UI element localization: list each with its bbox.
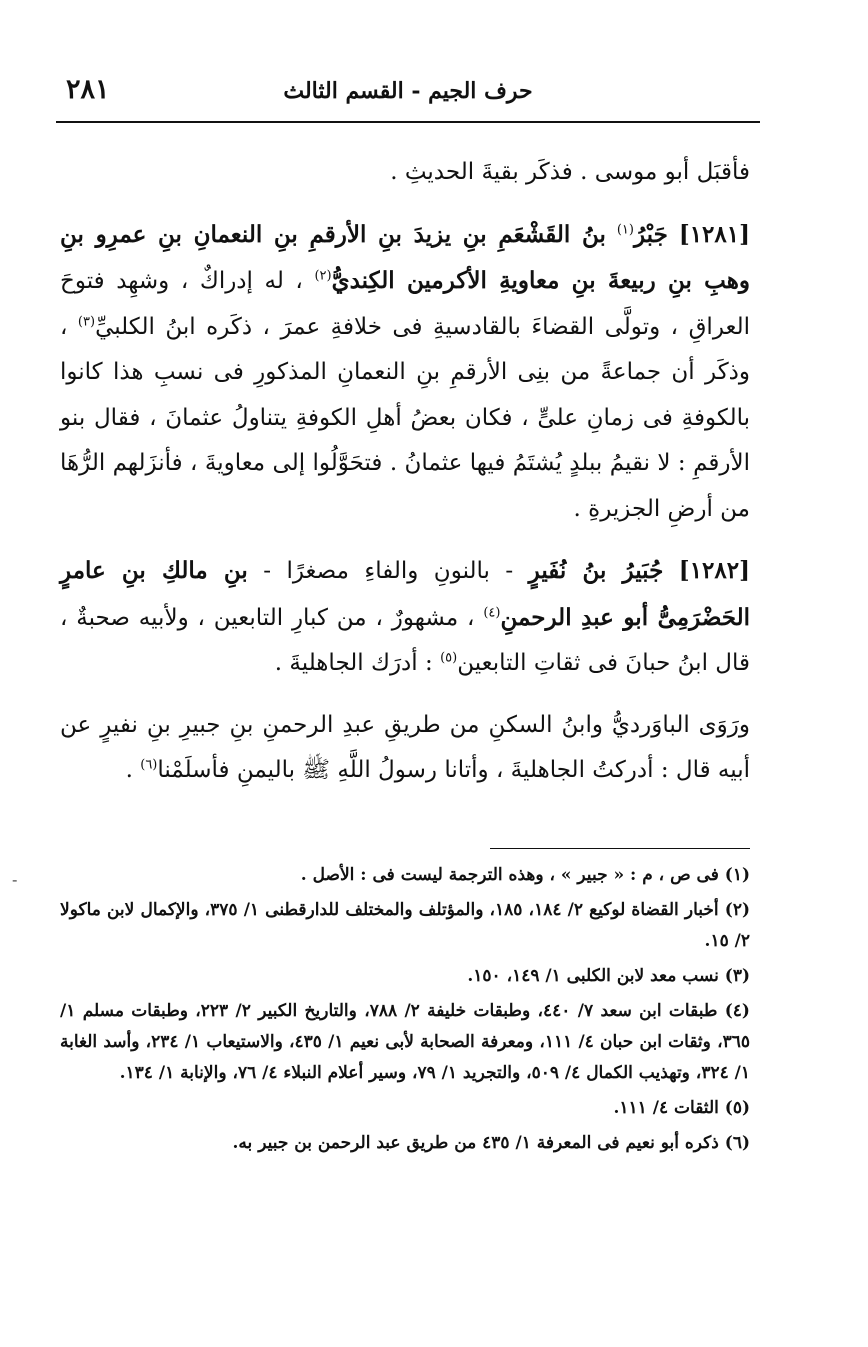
narration-text: ورَوَى الباوَرديُّ وابنُ السكنِ من طريقِ عبدِ الرحمنِ بنِ جبيرِ بنِ نفيرٍ عن أبيه قال : أدركتُ الجاهليةَ ، وأتانا رسولُ اللَّهِ ﷺ باليمنِ فأسلَمْنا bbox=[60, 711, 750, 783]
footnote-ref: (٦) bbox=[140, 757, 158, 773]
footnote-rule bbox=[490, 848, 750, 849]
entry-lineage: بنُ القَشْعَمِ بنِ يزيدَ بنِ الأرقمِ بنِ النعمانِ بنِ عمرِو بنِ وهبِ بنِ ربيعةَ بنِ معاويةِ الأكرمين الكِنديُّ bbox=[60, 220, 751, 294]
footnote-1: (١) فى ص ، م : « جبير » ، وهذه الترجمة ليست فى : الأصل . bbox=[300, 865, 750, 885]
footnote-2: (٢) أخبار القضاة لوكيع ٢/ ١٨٤، ١٨٥، والمؤتلف والمختلف للدارقطنى ١/ ٣٧٥، والإكمال لابن ماكولا ٢/ ١٥. bbox=[60, 900, 750, 951]
footnote-3: (٣) نسب معد لابن الكلبى ١/ ١٤٩، ١٥٠. bbox=[467, 966, 750, 986]
footnote-5: (٥) الثقات ٤/ ١١١. bbox=[613, 1098, 750, 1118]
footnote-4: (٤) طبقات ابن سعد ٧/ ٤٤٠، وطبقات خليفة ٢/ ٧٨٨، والتاريخ الكبير ٢/ ٢٢٣، وطبقات مسلم ١/ ٣٦٥، وثقات ابن حبان ٤/ ١١١، ومعرفة الصحابة لأبى نعيم ١/ ٤٣٥، والاستيعاب ١/ ٢٣٤، وأسد الغابة ١/ ٣٢٤، وتهذيب الكمال ٤/ ٥٠٩، والتجريد ١/ ٧٩، وسير أعلام النبلاء ٤/ ٧٦، والإنابة ١/ ١٣٤. bbox=[60, 1001, 750, 1083]
margin-mark: - bbox=[12, 870, 18, 889]
footnote-6: (٦) ذكره أبو نعيم فى المعرفة ١/ ٤٣٥ من طريق عبد الرحمن بن جبير به. bbox=[232, 1133, 750, 1153]
narration-end: . bbox=[125, 757, 133, 783]
footnotes bbox=[60, 860, 750, 1163]
entry-name: جَبْرُ bbox=[633, 220, 668, 248]
entry-text: - بالنونِ والفاءِ مصغرًا - bbox=[263, 558, 514, 584]
main-text bbox=[60, 150, 750, 794]
header-rule bbox=[56, 121, 760, 123]
running-title: حرف الجيم - القسم الثالث bbox=[283, 78, 533, 104]
entry-1282 bbox=[60, 548, 750, 687]
entry-text: : أدرَك الجاهليةَ . bbox=[274, 650, 433, 676]
entry-number: [١٢٨١] bbox=[678, 220, 751, 248]
page-header bbox=[56, 74, 760, 114]
entry-1281 bbox=[60, 212, 750, 533]
entry-name: جُبَيرُ بنُ نُفَيرٍ bbox=[528, 557, 664, 584]
paragraph-intro: فأقبَل أبو موسى . فذكَر بقيةَ الحديثِ . bbox=[390, 159, 750, 185]
footnote-ref: (٤) bbox=[483, 604, 501, 620]
page-number: ٢٨١ bbox=[66, 74, 110, 105]
footnote-ref: (٥) bbox=[440, 650, 458, 666]
entry-text: ، وذكَر أن جماعةً من بنِى الأرقمِ بنِ النعمانِ المذكورِ فى نسبِ هذا كانوا بالكوفةِ فى زمانِ علىٍّ ، فكان بعضُ أهلِ الكوفةِ يتناولُ عثمانَ ، فقال بنو الأرقمِ : لا نقيمُ ببلدٍ يُشتَمُ فيها عثمانُ . فتحَوَّلُوا إلى معاويةَ ، فأنزَلهم الرُّهَا من أرضِ الجزيرةِ . bbox=[60, 313, 750, 522]
footnote-ref: (٢) bbox=[314, 268, 332, 284]
footnote-ref: (١) bbox=[616, 221, 634, 237]
entry-number: [١٢٨٢] bbox=[678, 557, 750, 584]
entry-text: ، مشهورٌ ، من كبارِ التابعين ، ولأبيه صحبةٌ ، قال ابنُ حبانَ فى ثقاتِ التابعين bbox=[60, 604, 750, 676]
footnote-ref: (٣) bbox=[77, 313, 96, 329]
entry-text: ، له إدراكٌ ، وشهِد فتوحَ العراقِ ، وتولَّى القضاءَ بالقادسيةِ فى خلافةِ عمرَ ، ذكَره ابنُ الكلبيِّ bbox=[60, 268, 750, 340]
entry-lineage: بنِ مالكِ بنِ عامرٍ الحَضْرَمِىُّ أبو عبدِ الرحمنِ bbox=[60, 557, 751, 631]
paragraph-narration bbox=[60, 703, 750, 794]
